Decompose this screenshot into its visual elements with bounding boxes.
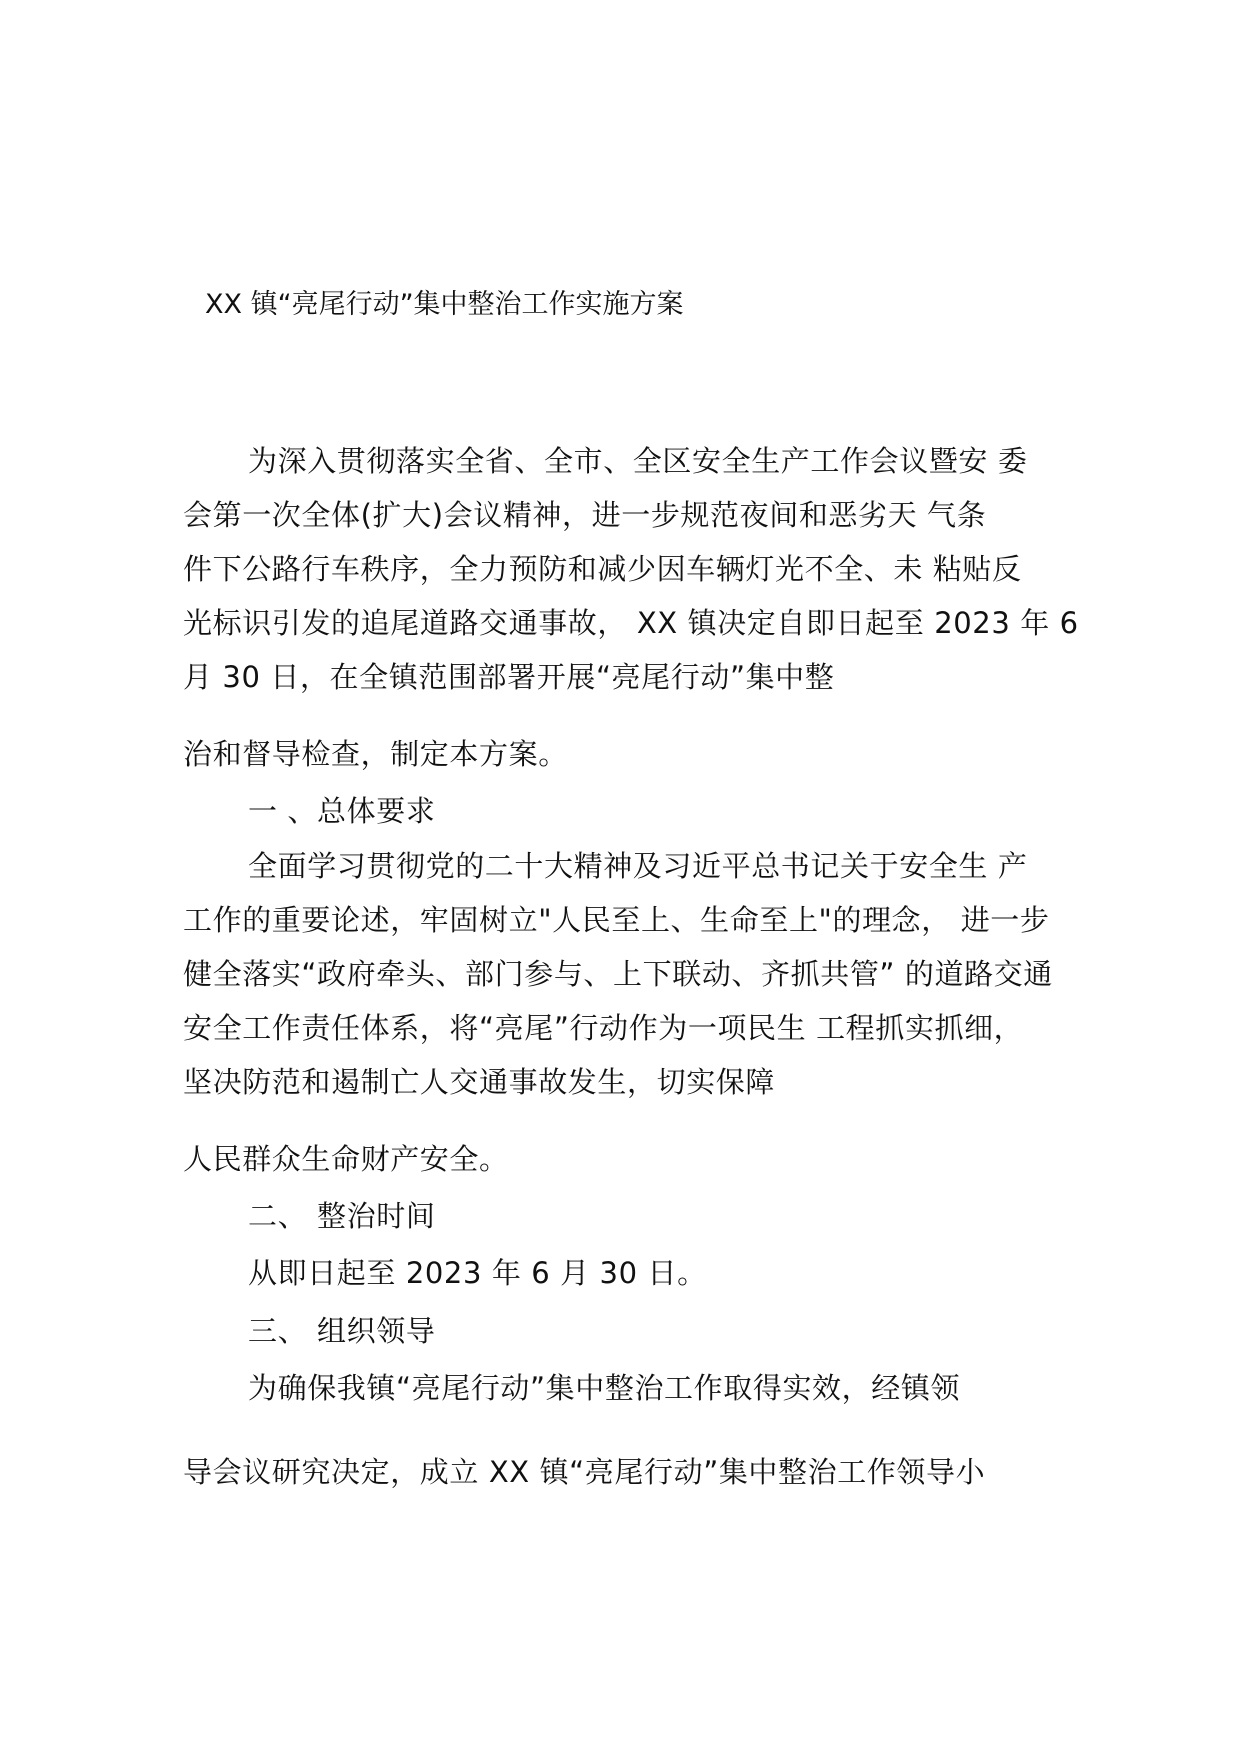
paragraph-line: 导会议研究决定，成立 XX 镇“亮尾行动”集中整治工作领导小: [183, 1455, 986, 1489]
section-heading: 二、 整治时间: [248, 1199, 436, 1233]
paragraph-line: 全面学习贯彻党的二十大精神及习近平总书记关于安全生 产: [248, 849, 1028, 883]
section-heading: 一 、总体要求: [248, 794, 436, 828]
paragraph-line: 健全落实“政府牵头、部门参与、上下联动、齐抓共管” 的道路交通: [183, 957, 1053, 991]
paragraph-line: 为确保我镇“亮尾行动”集中整治工作取得实效，经镇领: [248, 1371, 961, 1405]
section-heading: 三、 组织领导: [248, 1314, 436, 1348]
paragraph-line: 从即日起至 2023 年 6 月 30 日。: [248, 1256, 707, 1290]
paragraph-line: 为深入贯彻落实全省、全市、全区安全生产工作会议暨安 委: [248, 444, 1028, 478]
document-title: XX 镇“亮尾行动”集中整治工作实施方案: [205, 289, 684, 320]
paragraph-line: 坚决防范和遏制亡人交通事故发生，切实保障: [183, 1065, 776, 1099]
paragraph-line: 会第一次全体(扩大)会议精神，进一步规范夜间和恶劣天 气条: [183, 498, 987, 532]
paragraph-line: 工作的重要论述，牢固树立"人民至上、生命至上"的理念， 进一步: [183, 903, 1050, 937]
paragraph-line: 人民群众生命财产安全。: [183, 1142, 509, 1176]
paragraph-line: 件下公路行车秩序，全力预防和减少因车辆灯光不全、未 粘贴反: [183, 552, 1022, 586]
paragraph-line: 月 30 日，在全镇范围部署开展“亮尾行动”集中整: [183, 660, 835, 694]
paragraph-line: 安全工作责任体系，将“亮尾”行动作为一项民生 工程抓实抓细，: [183, 1011, 1024, 1045]
paragraph-line: 治和督导检查，制定本方案。: [183, 737, 568, 771]
paragraph-line: 光标识引发的追尾道路交通事故， XX 镇决定自即日起至 2023 年 6: [183, 606, 1079, 640]
